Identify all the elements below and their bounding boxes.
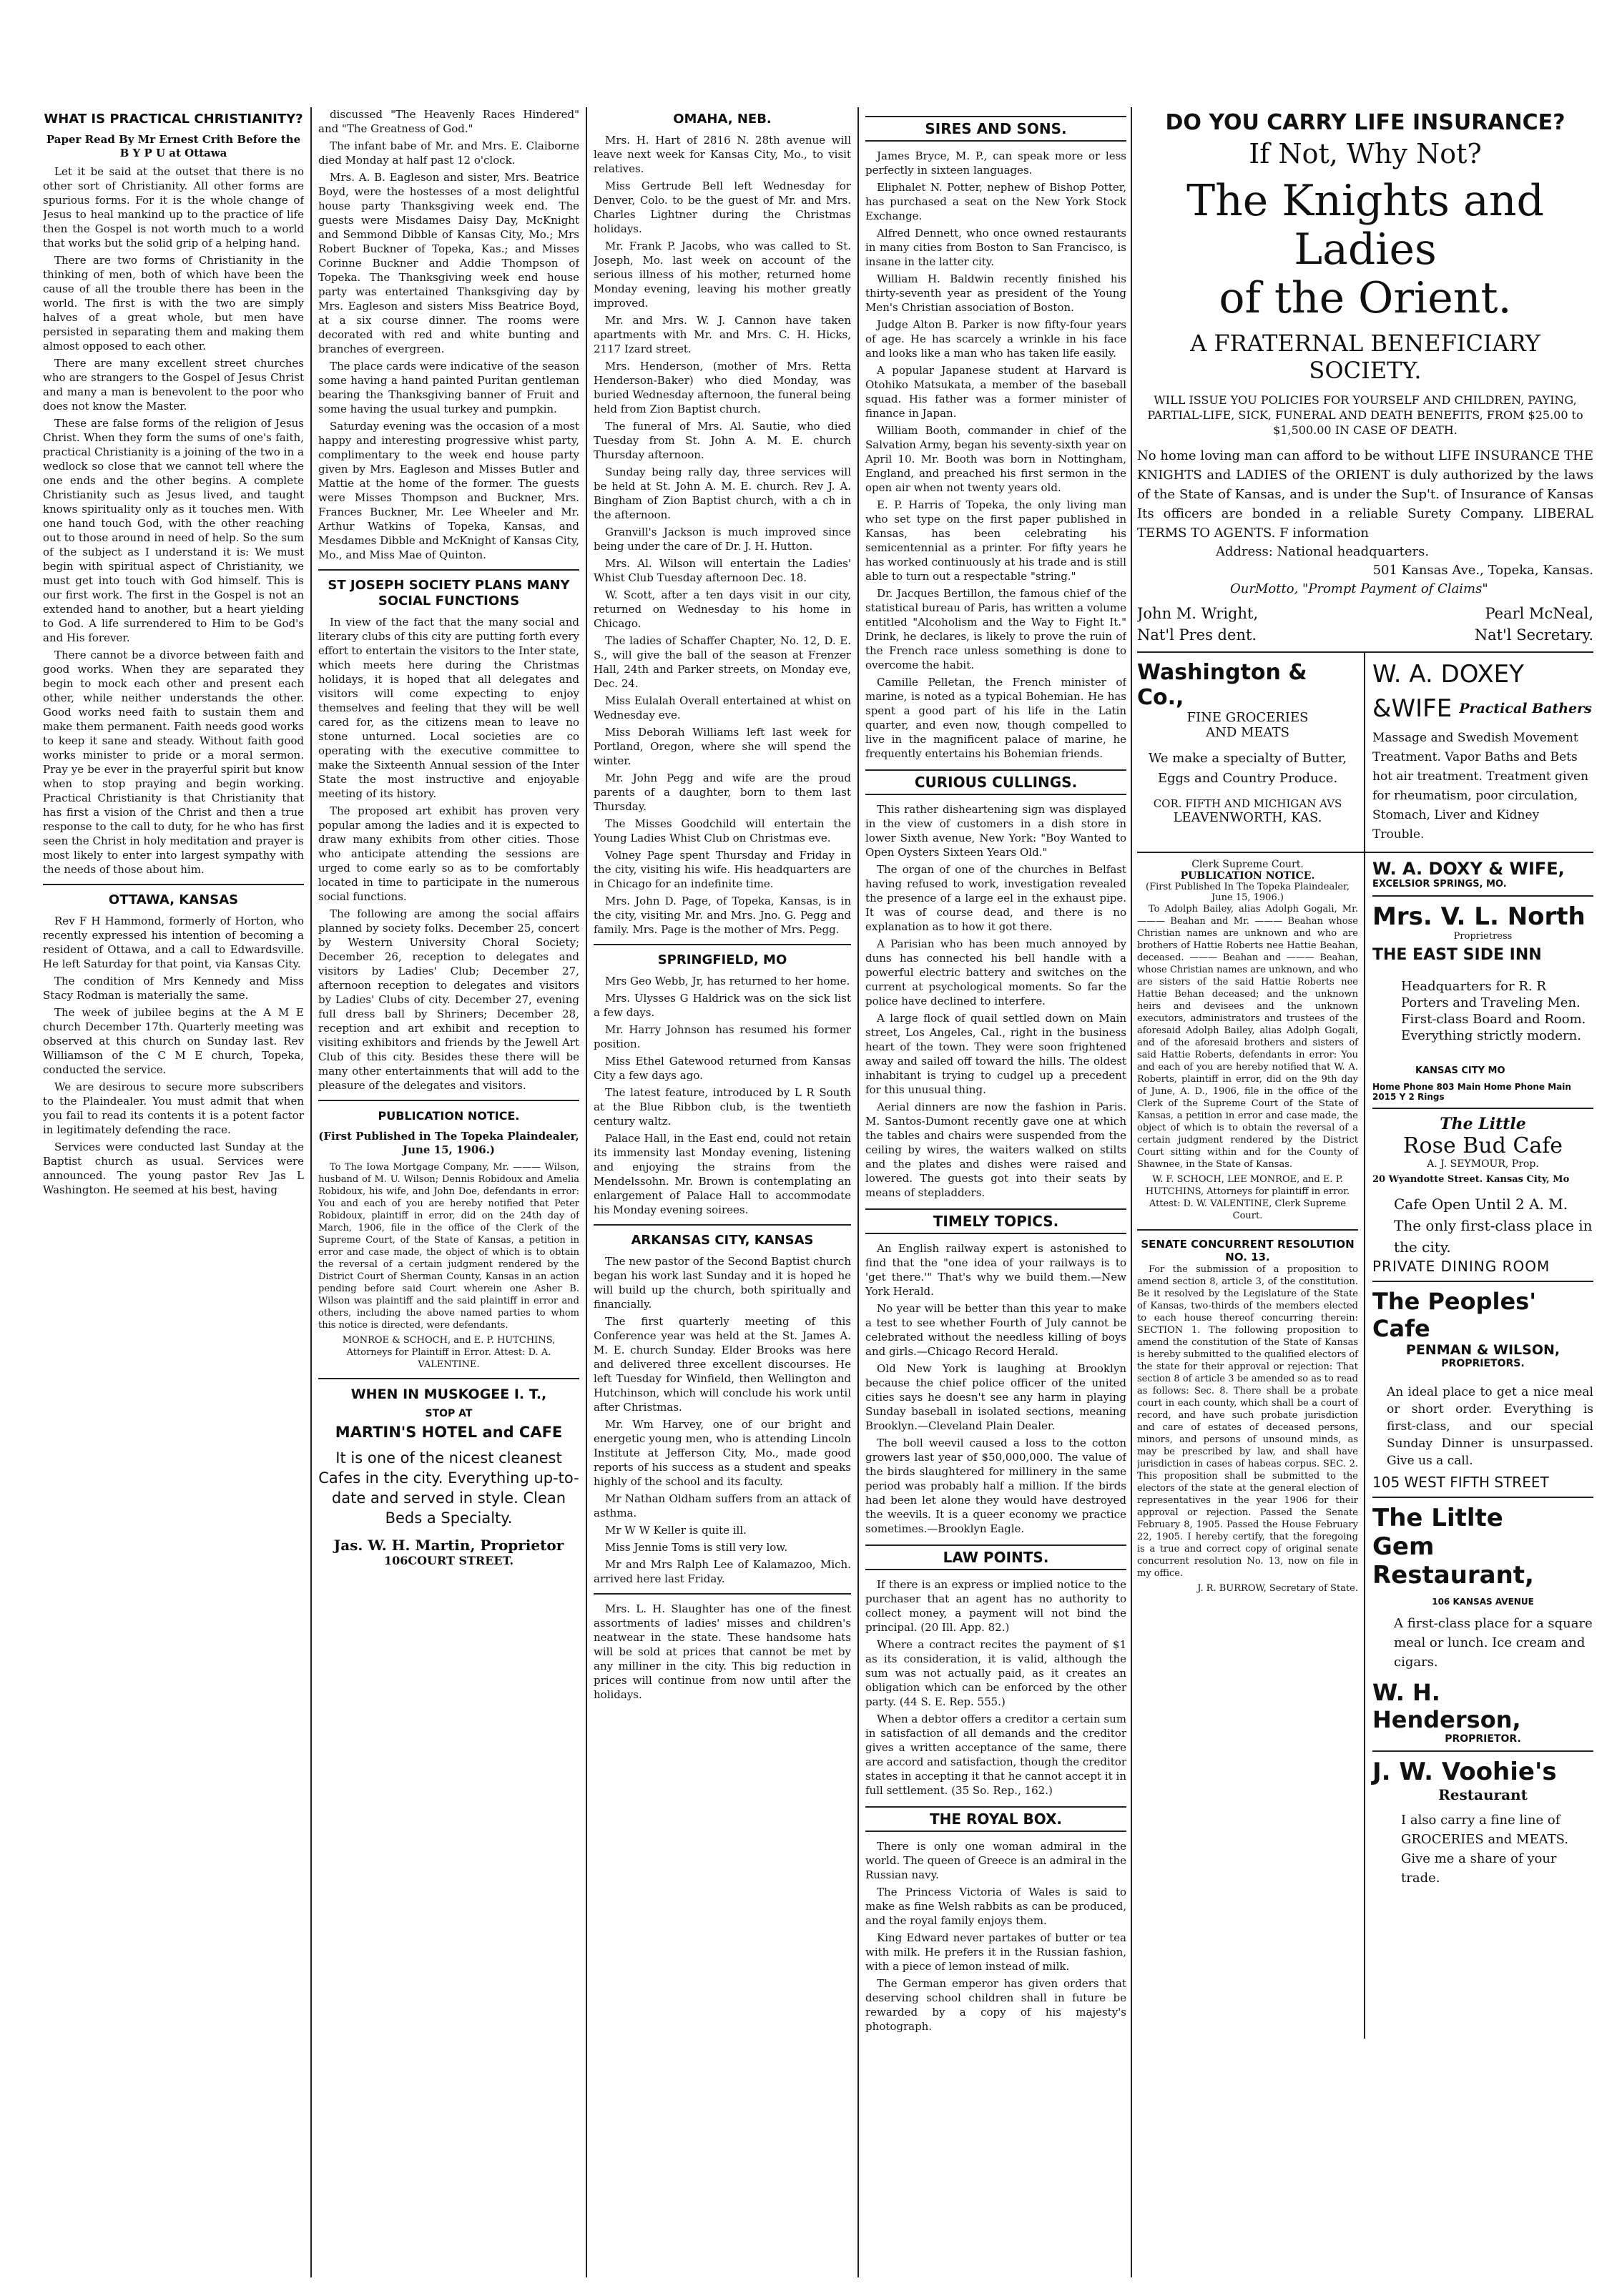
newspaper-page bbox=[43, 107, 1593, 2277]
paragraph: The week of jubilee begins at the A M E church December 17th. Quarterly meeting was observed at this church on Sunday last. Rev Williamson of the C M E church, Topeka, conducted the service. bbox=[43, 1006, 304, 1076]
little-gem-name-2: Gem Restaurant, bbox=[1372, 1532, 1534, 1590]
martins-hotel-ad bbox=[318, 1386, 579, 1567]
divider bbox=[318, 1100, 579, 1101]
insurance-officers bbox=[1137, 603, 1593, 646]
doxy-excelsior-ad bbox=[1372, 853, 1593, 897]
ads-right-column bbox=[1365, 853, 1593, 2033]
section-title: OTTAWA, KANSAS bbox=[108, 892, 239, 907]
washington-co-ad bbox=[1137, 653, 1365, 852]
paragraph: The first quarterly meeting of this Conference year was held at the St. James A. M. E. church Sunday. Elder Brooks was here and delivered three excellent discourses. He left Tuesday for Winfield, then Wellington and Hutchinson, which will conclude his work until after Christmas. bbox=[594, 1315, 851, 1414]
inn-name: THE EAST SIDE INN bbox=[1372, 946, 1542, 964]
notice-body: To The Iowa Mortgage Company, Mr. ——— Wilson, husband of M. U. Wilson; Dennis Robidoux and Amelia Robidoux, his wife, and John Doe, defendants in error: You and each of you are hereby notified that Peter Robidoux, plaintiff in error, did on the 24th day of March, 1906, file in the office of the Clerk of the Supreme Court, of the State of Kansas, a petition in error and case made, the object of which is to obtain the reversal of a certain judgment rendered by the District Court of Sherman County, Kansas in an action pending before said Court wherein one Asher B. Wilson was plaintiff and the said plaintiff in error and others, including the above named parties to whom this notice is directed, were defendants. bbox=[318, 1162, 579, 1331]
rose-bud-address: 20 Wyandotte Street. Kansas City, Mo bbox=[1372, 1174, 1570, 1185]
north-name: Mrs. V. L. North bbox=[1372, 902, 1586, 931]
paragraph: If there is an express or implied notice to the purchaser that an agent has no authority to collect money, a payment will not bind the principal. (20 Ill. App. 82.) bbox=[865, 1578, 1126, 1634]
insurance-address-label: Address: National headquarters. bbox=[1216, 544, 1430, 559]
column-3 bbox=[594, 107, 851, 2277]
insurance-address: 501 Kansas Ave., Topeka, Kansas. bbox=[1372, 563, 1593, 578]
doxey-wife-row bbox=[1372, 694, 1593, 723]
notices-column bbox=[1137, 853, 1365, 2039]
notice-signature: W. F. SCHOCH, LEE MONROE, and E. P. HUTCHINS, Attorneys for plaintiff in error. Attest: D. W. VALENTINE, Clerk Supreme Court. bbox=[1145, 1174, 1350, 1221]
voohies-sub: Restaurant bbox=[1438, 1786, 1528, 1803]
paragraph: King Edward never partakes of butter or tea with milk. He prefers it in the Russian fashion, with a piece of lemon instead of milk. bbox=[865, 1931, 1126, 1973]
paragraph: There are two forms of Christianity in the thinking of men, both of which have been the cause of all the trouble there has been in the world. The first is with the two are simply halves of a great whole, but men have persisted in separating them and making them almost opposed to each other. bbox=[43, 254, 304, 353]
column-2 bbox=[318, 107, 579, 2277]
insurance-president bbox=[1137, 603, 1258, 646]
column-rule bbox=[857, 107, 859, 2277]
column-1 bbox=[43, 107, 304, 2277]
rose-bud-name: Rose Bud Cafe bbox=[1402, 1133, 1563, 1158]
ad-headline: WHEN IN MUSKOGEE I. T., bbox=[350, 1386, 547, 1402]
paragraph: The organ of one of the churches in Belfast having refused to work, investigation revealed the presence of a large eel in the exhaust pipe. It was of course dead, and there is no explanation as to how it got there. bbox=[865, 863, 1126, 933]
paragraph: The new pastor of the Second Baptist church began his work last Sunday and it is hoped he will build up the church, both spiritually and financially. bbox=[594, 1255, 851, 1311]
secretary-name: Pearl McNeal, bbox=[1485, 605, 1593, 622]
peoples-cafe-owners: PENMAN & WILSON, bbox=[1405, 1342, 1560, 1358]
rose-bud-cafe-ad bbox=[1372, 1109, 1593, 1282]
section-title: TIMELY TOPICS. bbox=[865, 1208, 1126, 1234]
paragraph: The German emperor has given orders that deserving school children shall in future be rewarded by a copy of his majesty's photograph. bbox=[865, 1977, 1126, 2033]
article-byline: Paper Read By Mr Ernest Crith Before the B Y P U at Ottawa bbox=[46, 133, 301, 159]
rose-bud-only: The only first-class place in the city. bbox=[1394, 1217, 1593, 1256]
little-gem-owner: W. H. Henderson, bbox=[1372, 1679, 1521, 1733]
inn-body: Headquarters for R. R Porters and Traveling Men. First-class Board and Room. Everything strictly modern. bbox=[1401, 979, 1586, 1043]
paragraph: Aerial dinners are now the fashion in Paris. M. Santos-Dumont recently gave one at which the tables and chairs were suspended from the ceiling by wires, the waiters walked on stilts and the plates and dishes were raised and lowered. The guests got into their seats by means of stepladders. bbox=[865, 1100, 1126, 1199]
little-gem-body: A first-class place for a square meal or lunch. Ice cream and cigars. bbox=[1394, 1616, 1593, 1670]
paragraph: Judge Alton B. Parker is now fifty-four years of age. He has scarcely a wrinkle in his face and looks like a man who has taken life easily. bbox=[865, 318, 1126, 360]
little-gem-name-1: The Litlte bbox=[1372, 1504, 1503, 1532]
paragraph: Old New York is laughing at Brooklyn because the chief police officer of the united cities says he doesn't see any harm in playing Sunday baseball in isolated sections, meaning Brooklyn.—Cleveland Plain Dealer. bbox=[865, 1362, 1126, 1432]
insurance-secretary bbox=[1475, 603, 1593, 646]
ads-row-2 bbox=[1137, 853, 1593, 2039]
paragraph: A large flock of quail settled down on Main street, Los Angeles, Cal., right in the business heart of the town. They were soon frightened away and sailed off toward the hills. The oldest inhabitant is trying to cudgel up a precedent for this unusual thing. bbox=[865, 1012, 1126, 1096]
paragraph: The Misses Goodchild will entertain the Young Ladies Whist Club on Christmas eve. bbox=[594, 817, 851, 844]
doxy-place: EXCELSIOR SPRINGS, MO. bbox=[1372, 879, 1507, 890]
paragraph: Mrs. Ulysses G Haldrick was on the sick list a few days. bbox=[594, 992, 851, 1019]
article-title: WHAT IS PRACTICAL CHRISTIANITY? bbox=[44, 112, 303, 127]
society-type-line-1: A FRATERNAL BENEFICIARY bbox=[1190, 330, 1540, 357]
paragraph: Alfred Dennett, who once owned restaurants in many cities from Boston to San Francisco, is insane in the latter city. bbox=[865, 227, 1126, 268]
washington-sub-1: FINE GROCERIES bbox=[1186, 710, 1309, 725]
insurance-question-2: If Not, Why Not? bbox=[1249, 138, 1482, 169]
column-rule bbox=[1131, 107, 1132, 2277]
paragraph: Mr. Frank P. Jacobs, who was called to St. Joseph, Mo. last week on account of the serious illness of his mother, returned home Monday evening, leaving his mother greatly improved. bbox=[594, 240, 851, 310]
society-name-line-2: of the Orient. bbox=[1219, 273, 1512, 323]
section-title: ST JOSEPH SOCIETY PLANS MANY SOCIAL FUNCTIONS bbox=[328, 578, 570, 609]
ad-address: 106COURT STREET. bbox=[383, 1554, 514, 1567]
secretary-title: Nat'l Secretary. bbox=[1474, 626, 1593, 644]
paragraph: Volney Page spent Thursday and Friday in the city, visiting his wife. His headquarters are in Chicago for an indefinite time. bbox=[594, 849, 851, 890]
paragraph: Rev F H Hammond, formerly of Horton, who recently expressed his intention of becoming a resident of Ottawa, and a call to Edwardsville. He left Saturday for that point, via Kansas City. bbox=[43, 915, 304, 970]
senate-signature: J. R. BURROW, Secretary of State. bbox=[1197, 1583, 1358, 1594]
paragraph: Where a contract recites the payment of $1 as its consideration, it is valid, although the sum was not actually paid, as it creates an obligation which can be enforced by the other party. (44 S. E. Rep. 555.) bbox=[865, 1638, 1126, 1708]
inn-address: KANSAS CITY MO bbox=[1415, 1065, 1505, 1076]
paragraph: No year will be better than this year to make a test to see whether Fourth of July cannot be celebrated without the needless killing of boys and girls.—Chicago Record Herald. bbox=[865, 1302, 1126, 1358]
paragraph: The funeral of Mrs. Al. Sautie, who died Tuesday from St. John A. M. E. church Thursday afternoon. bbox=[594, 420, 851, 461]
paragraph: There cannot be a divorce between faith and good works. When they are separated they begin to mock each other and present each other, while neither understands the other. Good works need faith to sustain them and make them permanent. Faith needs good works to keep it sane and steady. Without faith good works minister to pride or a moral sermon. Pray ye be ever in the prayerful spirit but know when to stop praying and begin working. Practical Christianity is that Christianity that has first a vision of the Christ and then a true response to the call to duty, for he who has first seen the Christ in holy meditation and prayer is most likely to enter into largest sympathy with the needs of those about him. bbox=[43, 649, 304, 876]
paragraph: The boll weevil caused a loss to the cotton growers last year of $50,000,000. The value of the birds slaughtered for millinery in the same period was probably half a million. If the birds had been let alone they would have destroyed the weevils. It is a queer economy we practice sometimes.—Brooklyn Eagle. bbox=[865, 1437, 1126, 1535]
society-name-line-1: The Knights and Ladies bbox=[1186, 176, 1544, 275]
washington-addr-1: COR. FIFTH AND MICHIGAN AVS bbox=[1153, 797, 1342, 810]
paragraph: Saturday evening was the occasion of a most happy and interesting progressive whist party, complimentary to the week end house party given by Mrs. Eagleson and Misses Butler and Mattie at the home of the former. The guests were Misses Thompson and Buckner, Mrs. Frances Buckner, Mr. Lee Wheeler and Mr. Arthur Watkins of Topeka, Kansas, and Mesdames Dibble and McKnight of Kansas City, Mo., and Miss Mae of Quinton. bbox=[318, 420, 579, 561]
paragraph: Miss Ethel Gatewood returned from Kansas City a few days ago. bbox=[594, 1055, 851, 1082]
president-title: Nat'l Pres dent. bbox=[1137, 626, 1257, 644]
senate-title: SENATE CONCURRENT RESOLUTION NO. 13. bbox=[1141, 1238, 1355, 1263]
divider bbox=[318, 569, 579, 571]
paragraph: Mr Nathan Oldham suffers from an attack of asthma. bbox=[594, 1492, 851, 1519]
peoples-cafe-body: An ideal place to get a nice meal or short order. Everything is first-class, and our special Sunday Dinner is unsurpassed. Give us a call. bbox=[1387, 1385, 1593, 1468]
paragraph: Mrs. John D. Page, of Topeka, Kansas, is in the city, visiting Mr. and Mrs. Jno. G. Pegg and family. Mrs. Page is the mother of Mrs. Pegg. bbox=[594, 895, 851, 936]
paragraph: James Bryce, M. P., can speak more or less perfectly in sixteen languages. bbox=[865, 149, 1126, 177]
paragraph: Mr. Harry Johnson has resumed his former position. bbox=[594, 1023, 851, 1050]
paragraph: The proposed art exhibit has proven very popular among the ladies and it is expected to draw many exhibits from other cities. Those who anticipate attending the sessions are urged to come early so as to be comfortably located in time to participate in the numerous social functions. bbox=[318, 804, 579, 903]
notice-subtitle: (First Published in The Topeka Plaindealer, June 15, 1906.) bbox=[318, 1130, 579, 1156]
paragraph: Mr and Mrs Ralph Lee of Kalamazoo, Mich. arrived here last Friday. bbox=[594, 1558, 851, 1585]
paragraph: A Parisian who has been much annoyed by duns has connected his bell handle with a powerful electric battery and switches on the current at psychological moments. So far the police have declined to interfere. bbox=[865, 937, 1126, 1007]
paragraph: The following are among the social affairs planned by society folks. December 25, concert by Western University Choral Society; December 26, reception to delegates and visitors by Ladies' Club; December 27, afternoon reception to delegates and visitors by Ladies' Clubs of city. December 27, evening full dress ball by Shriners; December 28, reception and art exhibit and reception to visiting exhibitors and friends by the Jewell Art Club of this city. Besides these there will be many other entertainments that will add to the pleasure of the delegates and visitors. bbox=[318, 907, 579, 1092]
doxey-bathers: Practical Bathers bbox=[1459, 701, 1592, 716]
paragraph: Mrs. L. H. Slaughter has one of the finest assortments of ladies' misses and children's neatwear in the state. These handsome hats will be sold at prices that cannot be met by any milliner in the city. This big reduction in prices will continue from now until after the holidays. bbox=[594, 1602, 851, 1701]
paragraph: An English railway expert is astonished to find that the "one idea of your railways is to 'get there.'" That's why we build them.—New York Herald. bbox=[865, 1242, 1126, 1298]
column-rule bbox=[586, 107, 587, 2277]
column-rule bbox=[310, 107, 312, 2277]
peoples-cafe-prop: PROPRIETORS. bbox=[1441, 1358, 1525, 1369]
ad-proprietor: Jas. W. H. Martin, Proprietor bbox=[333, 1537, 564, 1554]
voohies-name: J. W. Voohie's bbox=[1372, 1758, 1557, 1786]
paragraph: In view of the fact that the many social and literary clubs of this city are putting forth every effort to entertain the visitors to the Inter state, which meets here during the Christmas holidays, it is hoped that all delegates and visitors will come expecting to enjoy themselves and feeling that they will be well cared for, as the citizens mean to leave no stone unturned. Local societies are co operating with the executive committee to make the Sixteenth Annual session of the Inter State the most instructive and enjoyable meeting of its history. bbox=[318, 616, 579, 800]
rose-bud-the-little: The Little bbox=[1440, 1115, 1526, 1133]
notice-subtitle: (First Published In The Topeka Plaindealer, June 15, 1906.) bbox=[1146, 882, 1350, 903]
paragraph: A popular Japanese student at Harvard is Otohiko Matsukata, a member of the baseball squad. His father was a former minister of finance in Japan. bbox=[865, 364, 1126, 420]
rose-bud-prop: A. J. SEYMOUR, Prop. bbox=[1427, 1158, 1539, 1170]
washington-name: Washington & Co., bbox=[1137, 660, 1307, 710]
divider bbox=[43, 884, 304, 885]
insurance-policies: WILL ISSUE YOU POLICIES FOR YOURSELF AND CHILDREN, PAYING, PARTIAL-LIFE, SICK, FUNERAL AND DEATH BENEFITS, FROM $25.00 to $1,500.00 IN CASE OF DEATH. bbox=[1147, 393, 1583, 437]
little-gem-ad bbox=[1372, 1498, 1593, 1752]
little-gem-address: 106 KANSAS AVENUE bbox=[1432, 1597, 1534, 1607]
paragraph: Mr. John Pegg and wife are the proud parents of a daughter, born to them last Thursday. bbox=[594, 772, 851, 813]
paragraph: There are many excellent street churches who are strangers to the Gospel of Jesus Christ and many a man is benevolent to the poor who does not know the Master. bbox=[43, 357, 304, 413]
section-title: SPRINGFIELD, MO bbox=[657, 952, 787, 967]
insurance-body: No home loving man can afford to be without LIFE INSURANCE THE KNIGHTS and LADIES of the ORIENT is duly authorized by the laws of the State of Kansas, and is under the Sup't. of Insurance of Kansas Its officers are bonded in a reliable Surety Company. LIBERAL TERMS TO AGENTS. F information bbox=[1137, 448, 1593, 541]
voohies-body: I also carry a fine line of GROCERIES and MEATS. Give me a share of your trade. bbox=[1401, 1813, 1569, 1886]
doxey-ad bbox=[1365, 653, 1593, 852]
section-title: OMAHA, NEB. bbox=[673, 112, 772, 127]
paragraph: Palace Hall, in the East end, could not retain its immensity last Monday evening, listening and enjoying the strains from the Mendelssohn. Mr. Brown is contemplating an enlargement of Palace Hall to accommodate his Monday evening soirees. bbox=[594, 1132, 851, 1216]
paragraph: discussed "The Heavenly Races Hindered" and "The Greatness of God." bbox=[318, 108, 579, 135]
column-4 bbox=[865, 107, 1126, 2277]
divider bbox=[318, 1378, 579, 1379]
paragraph: Mr. Wm Harvey, one of our bright and energetic young men, who is attending Lincoln Institute at Jefferson City, Mo., made good reports of his success as a student and speaks highly of the school and its faculty. bbox=[594, 1418, 851, 1488]
paragraph: Mr. and Mrs. W. J. Cannon have taken apartments with Mr. and Mrs. C. H. Hicks, 2117 Izard street. bbox=[594, 314, 851, 355]
paragraph: We are desirous to secure more subscribers to the Plaindealer. You must admit that when you fail to read its contents it is a potent factor in legitimately defending the race. bbox=[43, 1080, 304, 1136]
insurance-ad bbox=[1137, 107, 1593, 653]
paragraph: E. P. Harris of Topeka, the only living man who set type on the first paper published in Kansas, has been celebrating his semicentennial as a printer. For fifty years he has worked continuously at his trade and is still able to turn out a respectable "string." bbox=[865, 498, 1126, 583]
paragraph: Granvill's Jackson is much improved since being under the care of Dr. J. H. Hutton. bbox=[594, 526, 851, 553]
voohies-restaurant-ad bbox=[1372, 1752, 1593, 1893]
peoples-cafe-address: 105 WEST FIFTH STREET bbox=[1372, 1474, 1549, 1491]
notice-clerk: Clerk Supreme Court. bbox=[1191, 859, 1304, 870]
notice-signature: MONROE & SCHOCH, and E. P. HUTCHINS, Attorneys for Plaintiff in Error. Attest: D. A. VALENTINE. bbox=[342, 1335, 556, 1370]
doxey-body: Massage and Swedish Movement Treatment. Vapor Baths and Bets hot air treatment. Treatment given for rheumatism, poor circulation, Stomach, Liver and Kidney Trouble. bbox=[1372, 731, 1589, 842]
paragraph: William Booth, commander in chief of the Salvation Army, began his seventy-sixth year on April 10. Mr. Booth was born in Nottingham, England, and preached his first sermon in the open air when not twenty years old. bbox=[865, 424, 1126, 494]
paragraph: Services were conducted last Sunday at the Baptist church as usual. Services were announced. The young pastor Rev Jas L Washington. He seemed at his best, having bbox=[43, 1140, 304, 1196]
little-gem-prop: PROPRIETOR. bbox=[1445, 1733, 1521, 1745]
paragraph: Mrs. Al. Wilson will entertain the Ladies' Whist Club Tuesday afternoon Dec. 18. bbox=[594, 557, 851, 584]
paragraph: W. Scott, after a ten days visit in our city, returned on Wednesday to his home in Chicago. bbox=[594, 588, 851, 630]
washington-body: We make a specialty of Butter, Eggs and Country Produce. bbox=[1148, 751, 1347, 786]
paragraph: When a debtor offers a creditor a certain sum in satisfaction of all demands and the creditor gives a written acceptance of the same, there are accord and satisfaction, though the creditor states in accepting it that he cannot accept it in full settlement. (35 So. Rep., 162.) bbox=[865, 1713, 1126, 1797]
paragraph: This rather disheartening sign was displayed in the view of customers in a dish store in lower Sixth avenue, New York: "Boy Wanted to Open Oysters Sixteen Years Old." bbox=[865, 803, 1126, 859]
section-title: LAW POINTS. bbox=[865, 1544, 1126, 1570]
section-title: ARKANSAS CITY, KANSAS bbox=[631, 1233, 814, 1248]
peoples-cafe-ad bbox=[1372, 1282, 1593, 1498]
senate-body: For the submission of a proposition to amend section 8, article 3, of the constitution. Be it resolved by the Legislature of the State of Kansas, two-thirds of the members elected to each house thereof concurring therein: SECTION 1. The following proposition to amend the constitution of the State of Kansas is hereby submitted to the qualified electors of the state for their approval or rejection: That section 8 of article 3 be amended so as to read as follows: Sec. 8. There shall be a probate court in each county, which shall be a court of record, and have such probate jurisdiction and care of estates of deceased persons, minors, and persons of unsound minds, as may be prescribed by law, and shall have jurisdiction in cases of habeas corpus. SEC. 2. This proposition shall be submitted to the electors of the state at the general election of representatives in the year 1906 for their approval or rejection. Passed the Senate February 8, 1905. Passed the House February 22, 1905. I hereby certify, that the foregoing is a true and correct copy of original senate concurrent resolution No. 13, now on file in my office. bbox=[1137, 1264, 1358, 1579]
paragraph: The infant babe of Mr. and Mrs. E. Claiborne died Monday at half past 12 o'clock. bbox=[318, 139, 579, 167]
east-side-inn-ad bbox=[1372, 897, 1593, 1109]
divider bbox=[594, 1224, 851, 1226]
doxey-name: W. A. DOXEY bbox=[1372, 660, 1524, 689]
paragraph: Miss Jennie Toms is still very low. bbox=[605, 1541, 788, 1554]
paragraph: Camille Pelletan, the French minister of marine, is noted as a typical Bohemian. He has spent a good part of his life in the Latin quarter, and even now, though compelled to live in the magnificent palace of marine, he frequently entertains his Bohemian friends. bbox=[865, 676, 1126, 760]
paragraph: Mrs. H. Hart of 2816 N. 28th avenue will leave next week for Kansas City, Mo., to visit relatives. bbox=[594, 134, 851, 175]
north-prop: Proprietress bbox=[1453, 931, 1513, 942]
paragraph: Dr. Jacques Bertillon, the famous chief of the statistical bureau of Paris, has written a volume entitled "Alcoholism and the Way to Fight It." Drink, he declares, is likely to prove the ruin of the French race unless something is done to overcome the habit. bbox=[865, 587, 1126, 671]
notice-title: PUBLICATION NOTICE. bbox=[378, 1109, 520, 1123]
washington-sub-2: AND MEATS bbox=[1206, 725, 1289, 740]
notice-title: PUBLICATION NOTICE. bbox=[1180, 870, 1315, 882]
column-5-ads bbox=[1137, 107, 1593, 2277]
ad-stop-at: STOP AT bbox=[425, 1408, 473, 1419]
rose-bud-private: PRIVATE DINING ROOM bbox=[1372, 1258, 1550, 1275]
notice-body: To Adolph Bailey, alias Adolph Gogali, Mr. ——— Beahan and Mr. ——— Beahan whose Christian names are unknown and who are brothers of Hattie Roberts nee Hattie Beahan, deceased. ——— Beahan and ——— Beahan, whose Christian names are unknown, and who are sisters of the said Hattie Roberts nee Hattie Behan deceased; and the unknown heirs and devisees and the unknown executors, administrators and trustees of the aforesaid Adolph Bailey, alias Adolph Gogali, and of the aforesaid brothers and sisters of said Hattie Roberts, defendants in error: You and each of you are hereby notified that W. A. Roberts, plaintiff in error, did on the 9th day of June, A. D., 1906, file in the office of the Clerk of the Supreme Court of the State of Kansas, a petition in error and case made, the object of which is to obtain the reversal of a certain judgment rendered by the District Court sitting within and for the County of Shawnee, in the State of Kansas. bbox=[1137, 904, 1358, 1170]
section-title: THE ROYAL BOX. bbox=[865, 1806, 1126, 1832]
insurance-motto: OurMotto, "Prompt Payment of Claims" bbox=[1230, 581, 1488, 596]
president-name: John M. Wright, bbox=[1137, 605, 1259, 622]
divider bbox=[594, 1593, 851, 1595]
paragraph: Sunday being rally day, three services will be held at St. John A. M. E. church. Rev J. A. Bingham of Zion Baptist church, with a ch in the afternoon. bbox=[594, 465, 851, 521]
paragraph: The place cards were indicative of the season some having a hand painted Puritan gentleman bearing the Thanksgiving banner of Fruit and some having the usual turkey and pumpkin. bbox=[318, 360, 579, 415]
ad-hotel-name: MARTIN'S HOTEL and CAFE bbox=[335, 1424, 563, 1441]
paragraph: Let it be said at the outset that there is no other sort of Christianity. All other forms are spurious forms. For it is the whole change of Jesus to heal mankind up to the practice of life then the Gospel is not worth much to a world that works but the solid grip of a helping hand. bbox=[43, 165, 304, 250]
rose-bud-open: Cafe Open Until 2 A. M. bbox=[1394, 1196, 1568, 1213]
paragraph: The ladies of Schaffer Chapter, No. 12, D. E. S., will give the ball of the season at Frenzer Hall, 24th and Parker streets, on Monday eve, Dec. 24. bbox=[594, 634, 851, 690]
paragraph: The latest feature, introduced by L R South at the Blue Ribbon club, is the twentieth century waltz. bbox=[594, 1086, 851, 1128]
doxy-name: W. A. DOXY & WIFE, bbox=[1372, 859, 1565, 879]
ads-row-1 bbox=[1137, 653, 1593, 853]
paragraph: Mrs Geo Webb, Jr, has returned to her home. bbox=[605, 975, 850, 987]
divider bbox=[594, 944, 851, 945]
paragraph: The condition of Mrs Kennedy and Miss Stacy Rodman is materially the same. bbox=[43, 975, 304, 1002]
divider bbox=[1137, 1229, 1358, 1231]
section-title: SIRES AND SONS. bbox=[865, 116, 1126, 142]
paragraph: Mrs. A. B. Eagleson and sister, Mrs. Beatrice Boyd, were the hostesses of a most delightful house party Thanksgiving week end. The guests were Misdames Daisy Day, McKnight and Semmond Dibble of Kansas City, Mo.; Mrs Robert Buckner of Topeka, Kas.; and Misses Corinne Buckner and Addie Thompson of Topeka. The Thanksgiving week end house party was entertained Thanksgiving day by Mrs. Eagleson and sisters Miss Beatrice Boyd, at a six course dinner. The rooms were decorated with red and white bunting and branches of evergreen. bbox=[318, 171, 579, 355]
paragraph: The Princess Victoria of Wales is said to make as fine Welsh rabbits as can be produced, and the royal family enjoys them. bbox=[865, 1886, 1126, 1927]
paragraph: These are false forms of the religion of Jesus Christ. When they form the sums of one's faith, practical Christianity is a joining of the two in a wedlock so close that we cannot tell where the one ends and the other begins. A complete Christianity such as Jesus lived, and taught knows spirituality only as it touches men. With one hand touch God, with the other reaching out to those around in need of help. So the sum of the subject as I understand it is: We must begin with spiritual aspect of Christianity, we must get into touch with God himself. This is our first work. The first in the Gospel is not an extended hand to another, but a heart yielding to God. A life surrendered to Him to be God's and His forever. bbox=[43, 417, 304, 644]
ad-body: It is one of the nicest cleanest Cafes in the city. Everything up-to-date and served in style. Clean Beds a Specialty. bbox=[318, 1449, 579, 1527]
paragraph: William H. Baldwin recently finished his thirty-seventh year as president of the Young Men's Christian association of Boston. bbox=[865, 272, 1126, 314]
paragraph: Mr W W Keller is quite ill. bbox=[605, 1524, 747, 1537]
peoples-cafe-name: The Peoples' Cafe bbox=[1372, 1288, 1537, 1342]
insurance-question: DO YOU CARRY LIFE INSURANCE? bbox=[1165, 110, 1566, 135]
inn-phones: Home Phone 803 Main Home Phone Main 2015 Y 2 Rings bbox=[1372, 1082, 1571, 1102]
paragraph: Mrs. Henderson, (mother of Mrs. Retta Henderson-Baker) who died Monday, was buried Wednesday afternoon, the funeral being held from Zion Baptist church. bbox=[594, 360, 851, 415]
paragraph: Eliphalet N. Potter, nephew of Bishop Potter, has purchased a seat on the New York Stock Exchange. bbox=[865, 181, 1126, 222]
paragraph: Miss Deborah Williams left last week for Portland, Oregon, where she will spend the winter. bbox=[594, 726, 851, 767]
paragraph: Miss Gertrude Bell left Wednesday for Denver, Colo. to be the guest of Mr. and Mrs. Charles Lightner during the Christmas holidays. bbox=[594, 179, 851, 235]
section-title: CURIOUS CULLINGS. bbox=[865, 769, 1126, 795]
society-type-line-2: SOCIETY. bbox=[1309, 357, 1422, 384]
paragraph: Miss Eulalah Overall entertained at whist on Wednesday eve. bbox=[594, 694, 851, 721]
paragraph: There is only one woman admiral in the world. The queen of Greece is an admiral in the Russian navy. bbox=[865, 1840, 1126, 1881]
washington-addr-2: LEAVENWORTH, KAS. bbox=[1173, 810, 1322, 825]
doxey-wife: &WIFE bbox=[1372, 694, 1453, 723]
